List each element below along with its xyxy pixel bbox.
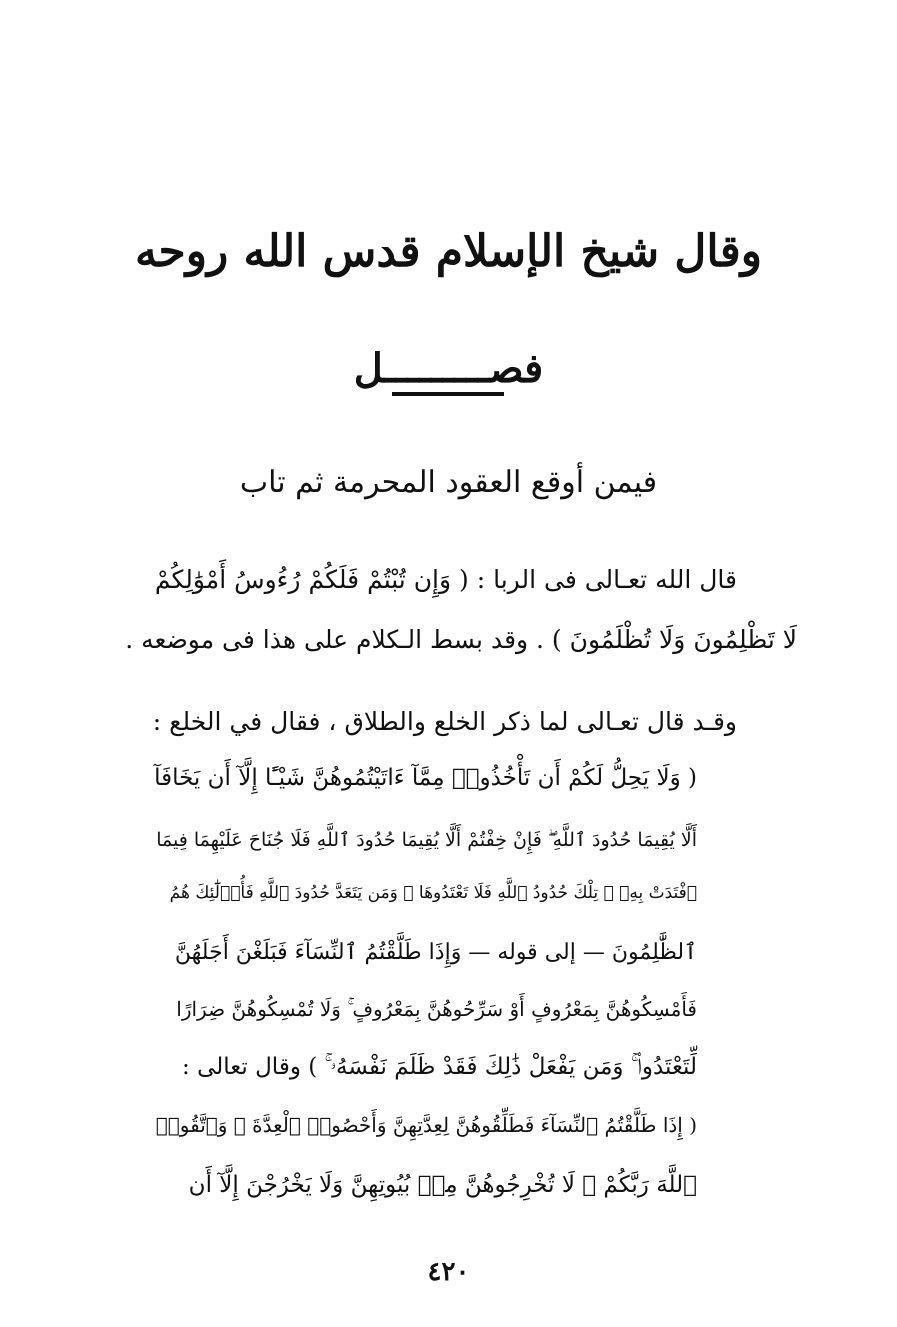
paragraph2-intro: وقـد قال تعـالى لما ذكر الخلع والطلاق ، فقال في الخلع : (152, 707, 737, 736)
verse-line: ( إِذَا طَلَّقْتُمُ ٱلنِّسَآءَ فَطَلِّقُوهُنَّ لِعِدَّتِهِنَّ وَأَحْصُوا۟ ٱلْعِدَّةَ ۖ وَٱتَّقُوا۟ (155, 1113, 697, 1137)
verse-line: لِّتَعْتَدُوا۟ ۚ وَمَن يَفْعَلْ ذَٰلِكَ فَقَدْ ظَلَمَ نَفْسَهُۥ ۚ ) وقال تعالى : (182, 1054, 697, 1080)
paragraph1-line1: قال الله تعـالى فى الربا : ( وَإِن تُبْتُمْ فَلَكُمْ رُءُوسُ أَمْوَٰلِكُمْ (154, 565, 737, 594)
page-number: ٤٢٠ (427, 1257, 470, 1287)
paragraph1-line2: لَا تَظْلِمُونَ وَلَا تُظْلَمُونَ ) . وقد بسط الـكلام على هذا فى موضعه . (125, 625, 797, 654)
verse-line: فَأَمْسِكُوهُنَّ بِمَعْرُوفٍ أَوْ سَرِّحُوهُنَّ بِمَعْرُوفٍ ۚ وَلَا تُمْسِكُوهُنَّ ضِرَارًا (176, 997, 697, 1021)
verse-line: ٱلظَّٰلِمُونَ — إلى قوله — وَإِذَا طَلَّقْتُمُ ٱلنِّسَآءَ فَبَلَغْنَ أَجَلَهُنَّ (174, 940, 697, 965)
verse-line: أَلَّا يُقِيمَا حُدُودَ ٱللَّهِ ۖ فَإِنْ خِفْتُمْ أَلَّا يُقِيمَا حُدُودَ ٱللَّهِ فَلَا جُنَاحَ عَلَيْهِمَا فِيمَا (156, 829, 697, 851)
section-heading: فصـــــــــل (353, 345, 544, 392)
section-subtitle: فيمن أوقع العقود المحرمة ثم تاب (239, 465, 658, 500)
heading-underline (392, 392, 504, 396)
verse-line: ٱللَّهَ رَبَّكُمْ ۖ لَا تُخْرِجُوهُنَّ مِنۢ بُيُوتِهِنَّ وَلَا يَخْرُجْنَ إِلَّآ أَن (188, 1172, 697, 1198)
verse-line: ( وَلَا يَحِلُّ لَكُمْ أَن تَأْخُذُوا۟ مِمَّآ ءَاتَيْتُمُوهُنَّ شَيْـًٔا إِلَّآ أَن يَخَافَآ (154, 765, 697, 791)
page-title: وقال شيخ الإسلام قدس الله روحه (134, 226, 763, 277)
verse-line: ٱفْتَدَتْ بِهِۦ ۗ تِلْكَ حُدُودُ ٱللَّهِ فَلَا تَعْتَدُوهَا ۚ وَمَن يَتَعَدَّ حُدُودَ ٱللَّهِ فَأُو۟لَٰٓئِكَ هُمُ (169, 883, 697, 903)
